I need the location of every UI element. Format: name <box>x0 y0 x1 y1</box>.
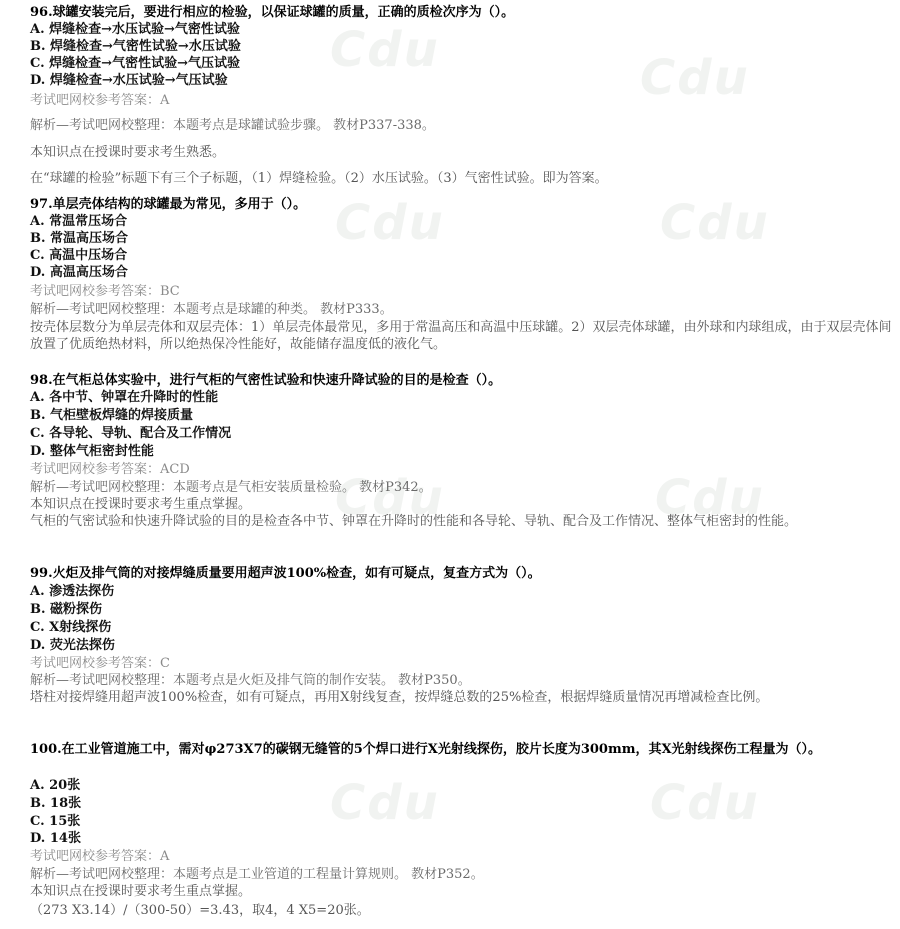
question-97-stem: 97.单层壳体结构的球罐最为常见，多用于（）。 <box>30 197 307 212</box>
question-96-stem: 96.球罐安装完后，要进行相应的检验，以保证球罐的质量，正确的质检次序为（）。 <box>30 5 515 20</box>
question-96-answer: 考试吧网校参考答案：A <box>30 93 170 108</box>
question-97-option-b: B. 常温高压场合 <box>30 231 129 246</box>
question-99-stem: 99.火炬及排气筒的对接焊缝质量要用超声波100%检查，如有可疑点，复查方式为（）。 <box>30 566 541 581</box>
watermark: Cdu <box>335 195 445 251</box>
question-100-note: 本知识点在授课时要求考生重点掌握。 <box>30 884 252 899</box>
question-98-option-a: A. 各中节、钟罩在升降时的性能 <box>30 390 219 405</box>
question-100-option-b: B. 18张 <box>30 796 82 811</box>
question-99-option-c: C. X射线探伤 <box>30 620 112 635</box>
question-98-option-c: C. 各导轮、导轨、配合及工作情况 <box>30 426 232 441</box>
question-100-option-c: C. 15张 <box>30 814 81 829</box>
question-96-option-b: B. 焊缝检查→气密性试验→水压试验 <box>30 39 241 54</box>
question-96-option-a: A. 焊缝检查→水压试验→气密性试验 <box>30 22 240 37</box>
question-98-option-b: B. 气柜壁板焊缝的焊接质量 <box>30 408 194 423</box>
question-100-stem: 100.在工业管道施工中，需对φ273X7的碳钢无缝管的5个焊口进行X光射线探伤，胶片长度为300mm，其X光射线探伤工程量为（）。 <box>30 742 822 757</box>
question-96-option-d: D. 焊缝检查→水压试验→气压试验 <box>30 73 228 88</box>
question-99-analysis: 解析—考试吧网校整理：本题考点是火炬及排气筒的制作安装。 教材P350。 <box>30 673 471 688</box>
question-97-option-c: C. 高温中压场合 <box>30 248 128 263</box>
question-99-note: 塔柱对接焊缝用超声波100%检查，如有可疑点，再用X射线复查，按焊缝总数的25%检查，根据焊缝质量情况再增减检查比例。 <box>30 690 769 705</box>
question-98-note: 本知识点在授课时要求考生重点掌握。 <box>30 497 252 512</box>
question-97-option-d: D. 高温高压场合 <box>30 265 128 280</box>
question-96-note: 在“球罐的检验”标题下有三个子标题，（1）焊缝检验。（2）水压试验。（3）气密性试验。即为答案。 <box>30 171 608 186</box>
watermark: Cdu <box>650 775 760 831</box>
question-97-note: 按壳体层数分为单层壳体和双层壳体：1）单层壳体最常见，多用于常温高压和高温中压球罐。2）双层壳体球罐，由外球和内球组成，由于双层壳体间放置了优质绝热材料，所以绝热保冷性能好，故能储存温度低的液化气。 <box>30 320 892 352</box>
question-99-option-a: A. 渗透法探伤 <box>30 584 115 599</box>
question-98-option-d: D. 整体气柜密封性能 <box>30 444 154 459</box>
question-99-option-b: B. 磁粉探伤 <box>30 602 103 617</box>
question-98-stem: 98.在气柜总体实验中，进行气柜的气密性试验和快速升降试验的目的是检查（）。 <box>30 373 502 388</box>
watermark: Cdu <box>655 470 765 526</box>
question-97-analysis: 解析—考试吧网校整理：本题考点是球罐的种类。 教材P333。 <box>30 302 393 317</box>
watermark: Cdu <box>335 470 445 526</box>
question-96-option-c: C. 焊缝检查→气密性试验→气压试验 <box>30 56 240 71</box>
watermark: Cdu <box>660 195 770 251</box>
question-100-note: （273 X3.14）/（300-50）=3.43，取4，4 X5=20张。 <box>30 903 370 918</box>
question-100-answer: 考试吧网校参考答案：A <box>30 849 170 864</box>
question-100-option-a: A. 20张 <box>30 778 81 793</box>
watermark: Cdu <box>330 775 440 831</box>
question-96-note: 本知识点在授课时要求考生熟悉。 <box>30 145 226 160</box>
question-96-analysis: 解析—考试吧网校整理：本题考点是球罐试验步骤。 教材P337-338。 <box>30 118 435 133</box>
question-99-option-d: D. 荧光法探伤 <box>30 638 115 653</box>
question-98-analysis: 解析—考试吧网校整理：本题考点是气柜安装质量检验。 教材P342。 <box>30 480 432 495</box>
watermark: Cdu <box>330 22 440 78</box>
watermark: Cdu <box>640 50 750 106</box>
question-100-analysis: 解析—考试吧网校整理：本题考点是工业管道的工程量计算规则。 教材P352。 <box>30 867 484 882</box>
question-98-answer: 考试吧网校参考答案：ACD <box>30 462 190 477</box>
question-98-note: 气柜的气密试验和快速升降试验的目的是检查各中节、钟罩在升降时的性能和各导轮、导轨、配合及工作情况、整体气柜密封的性能。 <box>30 514 798 529</box>
question-97-option-a: A. 常温常压场合 <box>30 214 128 229</box>
question-97-answer: 考试吧网校参考答案：BC <box>30 284 180 299</box>
question-100-option-d: D. 14张 <box>30 831 81 846</box>
question-99-answer: 考试吧网校参考答案：C <box>30 656 170 671</box>
